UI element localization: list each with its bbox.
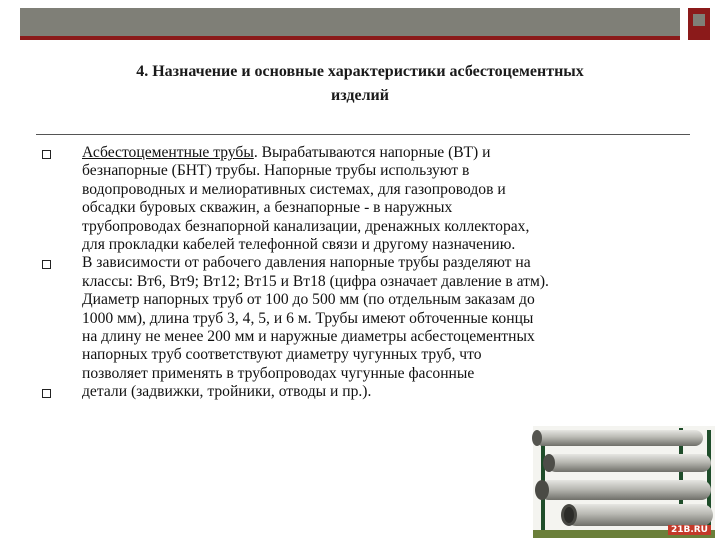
bullet-item-pressure-classes <box>40 254 690 383</box>
header-bar <box>20 8 680 40</box>
bullet-item-fittings <box>40 383 690 401</box>
slide-title-line-1: 4. Назначение и основные характеристики асбестоцементных <box>136 63 584 80</box>
square-bullet-icon <box>42 260 51 269</box>
bullet-line: безнапорные (БНТ) трубы. Напорные трубы используют в <box>82 162 470 180</box>
slide-title <box>60 60 660 108</box>
slide-title-line-2: изделий <box>331 87 389 104</box>
bullet-lead-term: Асбестоцементные трубы <box>82 144 254 161</box>
square-bullet-icon <box>42 389 51 398</box>
bullet-line: водопроводных и мелиоративных системах, для газопроводов и <box>82 180 506 198</box>
bullet-line: классы: Вт6, Вт9; Вт12; Вт15 и Вт18 (цифра означает давление в атм). <box>82 272 549 290</box>
bullet-line: напорных труб соответствуют диаметру чугунных труб, что <box>82 346 482 364</box>
bullet-text: . Вырабатываются напорные (ВТ) и <box>253 144 491 161</box>
bullet-line: 1000 мм), длина труб 3, 4, 5, и 6 м. Трубы имеют обточенные концы <box>82 309 534 327</box>
pipes-illustration <box>531 418 717 538</box>
bullet-line <box>82 144 690 162</box>
bullet-list <box>40 144 690 402</box>
bullet-line: позволяет применять в трубопроводах чугунные фасонные <box>82 364 475 382</box>
corner-square-icon <box>688 8 710 40</box>
bullet-line: трубопроводах безнапорной канализации, дренажных коллекторах, <box>82 217 530 235</box>
bullet-line: для прокладки кабелей телефонной связи и другому назначению. <box>82 236 516 254</box>
square-bullet-icon <box>42 150 51 159</box>
bullet-line: Диаметр напорных труб от 100 до 500 мм (по отдельным заказам до <box>82 291 535 309</box>
bullet-line: В зависимости от рабочего давления напорные трубы разделяют на <box>82 254 531 272</box>
bullet-line: обсадки буровых скважин, а безнапорные - в наружных <box>82 199 453 217</box>
bullet-line: на длину не менее 200 мм и наружные диаметры асбестоцементных <box>82 328 535 346</box>
title-divider <box>36 134 690 135</box>
watermark-label: 21B.RU <box>668 525 711 535</box>
bullet-line: детали (задвижки, тройники, отводы и пр.). <box>82 383 372 401</box>
asbestos-cement-pipes-photo <box>531 418 717 538</box>
bullet-item-pipes <box>40 144 690 254</box>
